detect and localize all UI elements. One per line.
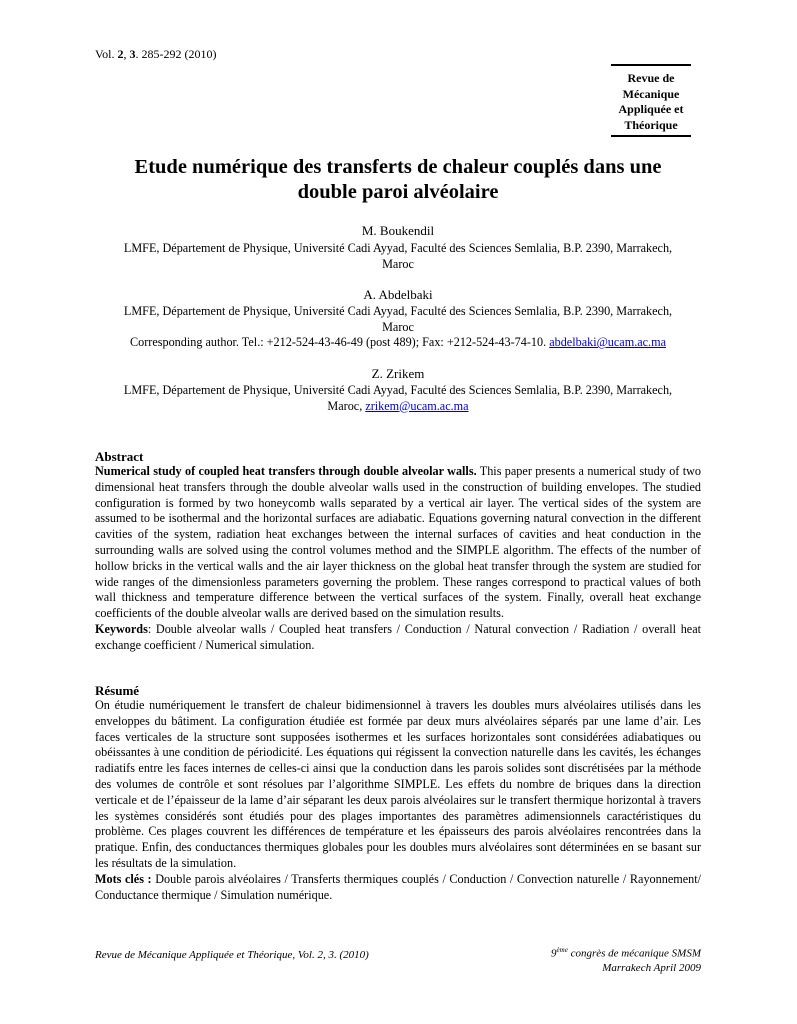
journal-name-box	[611, 64, 691, 137]
volume-info: Vol. 2, 3. 285-292 (2010)	[95, 47, 217, 61]
email-link[interactable]: zrikem@ucam.ac.ma	[365, 398, 469, 413]
author-affiliation: LMFE, Département de Physique, Université Cadi Ayyad, Faculté des Sciences Semlalia, B.P. 2390, Marrakech, Maroc, zrikem@ucam.ac.ma	[123, 383, 673, 413]
journal-name-line: Revue de	[627, 71, 675, 85]
resume-body: On étudie numériquement le transfert de chaleur bidimensionnel à travers les doubles murs alvéolaires utilisés dans les enveloppes du bâtiment. La configuration étudiée est formée par deux murs alvéolaires séparés par une lame d’air. Les faces verticales de la structure sont supposées isothermes et les surfaces horizontales sont considérées adiabatiques ou obéissantes à une condition de périodicité. Les équations qui régissent la convection naturelle dans les cavités, les échanges radiatifs entre les faces internes de celles-ci ainsi que la conduction dans les parois solides sont discrétisées par la méthode des volumes de contrôle et sont résolues par l’algorithme SIMPLE. Les effets du nombre de briques dans la direction verticale et de l’épaisseur de la lame d’air séparant les deux parois alvéolaires sur le transfert thermique horizontal à travers les systèmes considérés sont étudiés pour des plages importantes des paramètres adimensionnels caractéristiques du problème. Ces plages couvrent les différences de température et les épaisseurs des parois alvéolaires rencontrées dans la pratique. Enfin, des conductances thermiques globales pour les doubles murs alvéolaires sont déterminées en se basant sur les résultats de la simulation. Mots clés : Double parois alvéolaires / Transferts thermiques couplés / Conduction / Convection naturelle / Rayonnement/ Conductance thermique / Simulation numérique.	[95, 698, 702, 902]
author-name: M. Boukendil	[361, 223, 435, 238]
resume-heading: Résumé	[95, 683, 140, 698]
journal-name-line: Mécanique	[622, 86, 680, 101]
email-link[interactable]: abdelbaki@ucam.ac.ma	[549, 335, 666, 350]
abstract-body: Numerical study of coupled heat transfers through double alveolar walls. This paper presents a numerical study of two dimensional heat transfers through the double alveolar walls used in the construction of building envelopes. The studied configuration is formed by two honeycomb walls separated by a vertical air layer. The vertical sides of the system are assumed to be isothermal and the horizontal surfaces are adiabatic. Equations governing natural convection in the different cavities of the system, radiation heat exchanges between the internal surfaces of cavities and heat conduction in the surrounding walls are solved using the control volumes method and the SIMPLE algorithm. The effects of the number of hollow bricks in the vertical walls and the air layer thickness on the global heat transfer through the system are studied for wide ranges of the dimensionless parameters governing the problem. These ranges correspond to practical values of both wall thickness and temperature difference between the vertical surfaces of the system. Finally, overall heat exchange coefficients of the double alveolar walls are derived based on the simulation results. Keywords: Double alveolar walls / Coupled heat transfers / Conduction / Natural convection / Radiation / overall heat exchange coefficient / Numerical simulation.	[95, 464, 701, 652]
author-name: Z. Zrikem	[371, 366, 425, 381]
footer-conference: 9ème congrès de mécanique SMSM Marrakech April 2009	[551, 946, 701, 974]
corresponding-author: Corresponding author. Tel.: +212-524-43-46-49 (post 489); Fax: +212-524-43-74-10. abdelbaki@ucam.ac.ma	[129, 335, 666, 350]
footer-journal: Revue de Mécanique Appliquée et Théorique, Vol. 2, 3. (2010)	[95, 949, 369, 961]
author-affiliation: LMFE, Département de Physique, Université Cadi Ayyad, Faculté des Sciences Semlalia, B.P. 2390, Marrakech, Maroc	[123, 241, 673, 271]
author-affiliation: LMFE, Département de Physique, Université Cadi Ayyad, Faculté des Sciences Semlalia, B.P. 2390, Marrakech, Maroc Corresponding author. Tel.: +212-524-43-46-49 (post 489); Fax: +212-524-43-74-10. abdelbaki@ucam.ac.ma	[95, 304, 701, 351]
journal-name-line: Appliquée et	[618, 102, 684, 116]
abstract-heading: Abstract	[95, 449, 144, 464]
paper-title: Etude numérique des transferts de chaleur couplés dans une double paroi alvéolaire	[134, 156, 662, 203]
journal-name-line: Théorique	[624, 117, 678, 132]
author-name: A. Abdelbaki	[363, 287, 433, 302]
